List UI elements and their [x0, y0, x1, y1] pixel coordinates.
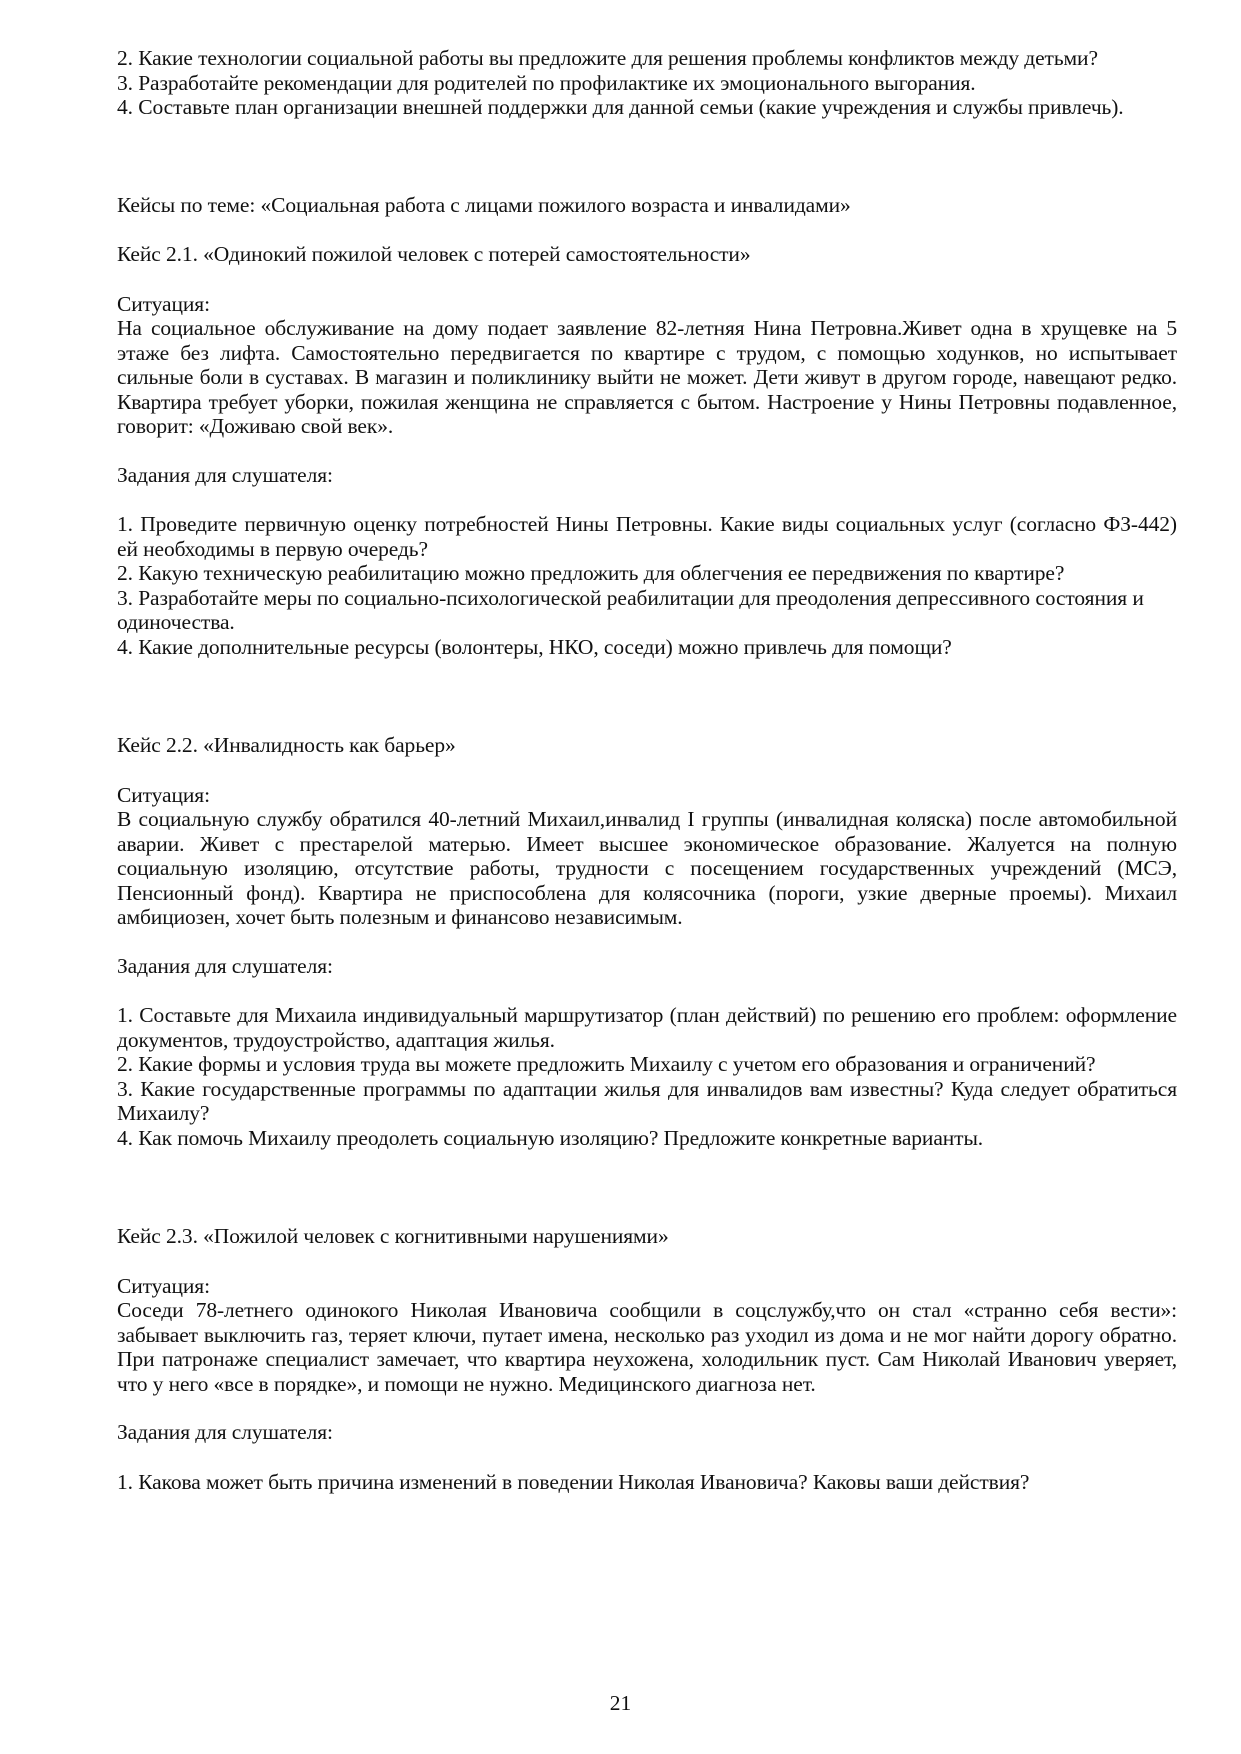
task-item: 3. Какие государственные программы по адаптации жилья для инвалидов вам известны? Куда следует обратиться Михаилу?	[117, 1076, 1177, 1125]
tasks-label: Задания для слушателя:	[117, 1420, 333, 1444]
page-number: 21	[609, 1691, 632, 1715]
task-item: 2. Какую техническую реабилитацию можно предложить для облегчения ее передвижения по квартире?	[117, 561, 1065, 585]
prev-case-task-4: 4. Составьте план организации внешней поддержки для данной семьи (какие учреждения и службы привлечь).	[117, 95, 1124, 119]
situation-text: В социальную службу обратился 40-летний Михаил,инвалид I группы (инвалидная коляска) после автомобильной аварии. Живет с престарелой матерью. Имеет высшее экономическое образование. Жалуется на полную социальную изоляцию, отсутствие работы, трудности с посещением государственных учреждений (МСЭ, Пенсионный фонд). Квартира не приспособлена для колясочника (пороги, узкие дверные проемы). Михаил амбициозен, хочет быть полезным и финансово независимым.	[117, 807, 1177, 929]
case-title: Кейс 2.2. «Инвалидность как барьер»	[117, 733, 456, 757]
tasks-label: Задания для слушателя:	[117, 462, 333, 487]
case-title: Кейс 2.1. «Одинокий пожилой человек с потерей самостоятельности»	[117, 242, 751, 266]
case-2-1	[117, 242, 1177, 659]
task-list	[117, 1003, 1177, 1150]
situation-text: На социальное обслуживание на дому подает заявление 82-летняя Нина Петровна.Живет одна в хрущевке на 5 этаже без лифта. Самостоятельно передвигается по квартире с трудом, с помощью ходунков, но испытывает сильные боли в суставах. В магазин и поликлинику выйти не может. Дети живут в другом городе, навещают редко. Квартира требует уборки, пожилая женщина не справляется с бытом. Настроение у Нины Петровны подавленное, говорит: «Доживаю свой век».	[117, 316, 1177, 438]
task-item: 4. Какие дополнительные ресурсы (волонтеры, НКО, соседи) можно привлечь для помощи?	[117, 634, 952, 659]
task-item: 3. Разработайте меры по социально-психологической реабилитации для преодоления депрессивного состояния и одиночества.	[117, 585, 1144, 634]
case-title: Кейс 2.3. «Пожилой человек с когнитивными нарушениями»	[117, 1224, 669, 1248]
task-item: 4. Как помочь Михаилу преодолеть социальную изоляцию? Предложите конкретные варианты.	[117, 1125, 984, 1150]
document-page	[117, 46, 1177, 1494]
task-item: 1. Составьте для Михаила индивидуальный маршрутизатор (план действий) по решению его проблем: оформление документов, трудоустройство, адаптация жилья.	[117, 1003, 1177, 1052]
case-2-3	[117, 1224, 1177, 1494]
situation-label: Ситуация:	[117, 291, 210, 316]
situation-text: Соседи 78-летнего одинокого Николая Ивановича сообщили в соцслужбу,что он стал «странно себя вести»: забывает выключить газ, теряет ключи, путает имена, несколько раз уходил из дома и не мог найти дорогу обратно. При патронаже специалист замечает, что квартира неухожена, холодильник пуст. Сам Николай Иванович уверяет, что у него «все в порядке», и помощи не нужно. Медицинского диагноза нет.	[117, 1298, 1177, 1396]
situation-label: Ситуация:	[117, 782, 210, 807]
prev-case-task-2: 2. Какие технологии социальной работы вы предложите для решения проблемы конфликтов между детьми?	[117, 46, 1098, 70]
task-list	[117, 1470, 1177, 1495]
task-item: 1. Какова может быть причина изменений в поведении Николая Ивановича? Каковы ваши действия?	[117, 1469, 1030, 1494]
case-2-2	[117, 733, 1177, 1150]
task-list	[117, 512, 1177, 659]
tasks-label: Задания для слушателя:	[117, 953, 333, 978]
section-title: Кейсы по теме: «Социальная работа с лицами пожилого возраста и инвалидами»	[117, 192, 851, 217]
situation-label: Ситуация:	[117, 1273, 210, 1298]
prev-case-task-3: 3. Разработайте рекомендации для родителей по профилактике их эмоционального выгорания.	[117, 70, 976, 95]
task-item: 1. Проведите первичную оценку потребностей Нины Петровны. Какие виды социальных услуг (согласно ФЗ-442) ей необходимы в первую очередь?	[117, 512, 1177, 561]
prev-case-task-list	[117, 46, 1177, 120]
task-item: 2. Какие формы и условия труда вы можете предложить Михаилу с учетом его образования и ограничений?	[117, 1052, 1096, 1076]
